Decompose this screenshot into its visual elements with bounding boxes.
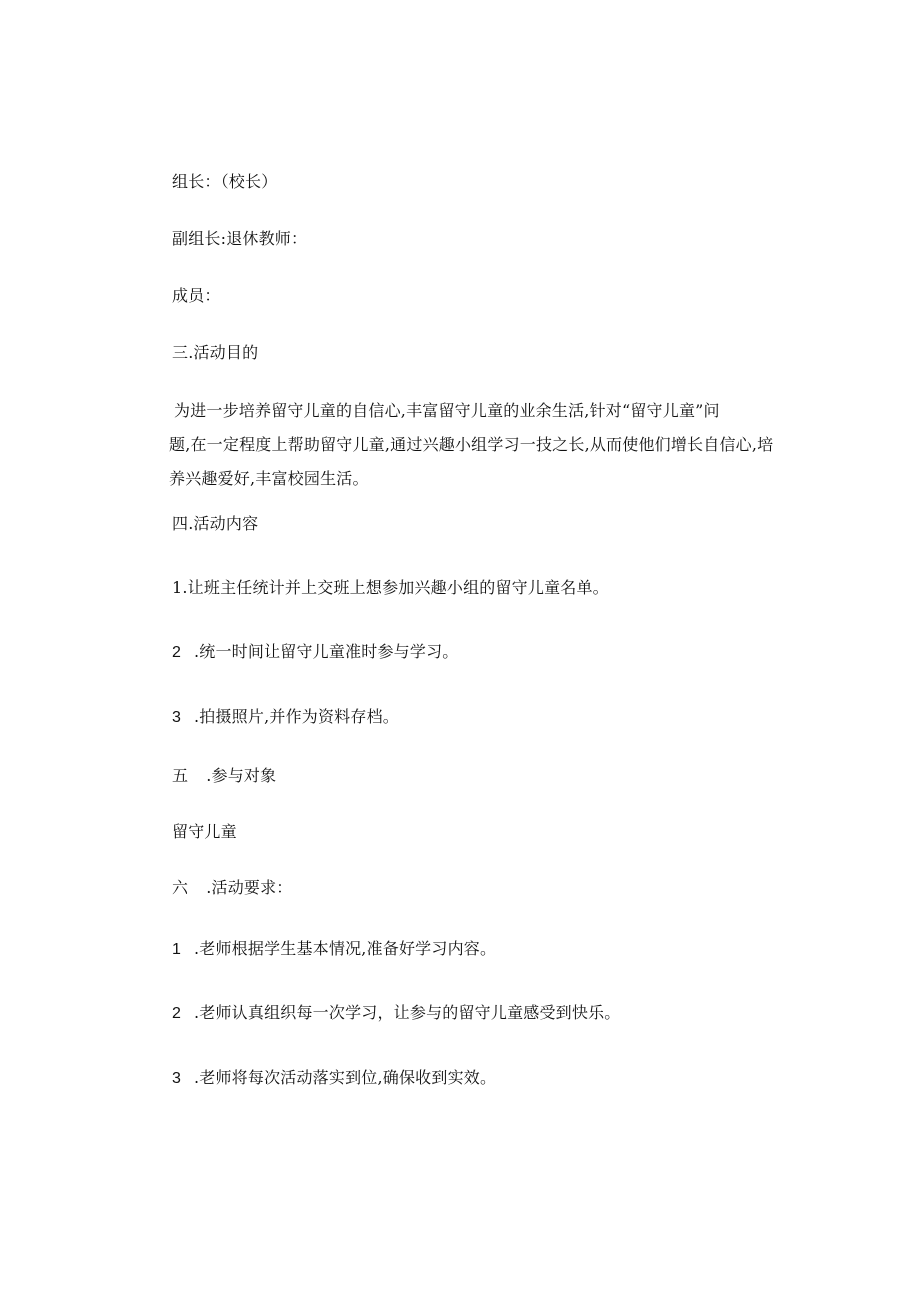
requirement-item-1: [172, 938, 496, 961]
leader-line: 组长：（校长）: [172, 172, 278, 191]
purpose-line-1: 为进一步培养留守儿童的自信心,丰富留守儿童的业余生活,针对“留守儿童”问: [174, 401, 720, 420]
section-5-heading: [172, 765, 276, 787]
requirement-item-2-text: .老师认真组织每一次学习，让参与的留守儿童感受到快乐。: [194, 1003, 621, 1022]
requirement-item-1-text: .老师根据学生基本情况,准备好学习内容。: [194, 939, 497, 958]
requirement-item-3: [172, 1067, 496, 1090]
purpose-paragraph: [169, 394, 792, 496]
content-item-3: [172, 706, 399, 729]
section-6-title: .活动要求：: [206, 878, 293, 897]
content-item-1: [172, 577, 609, 599]
participants-line: 留守儿童: [172, 822, 237, 841]
content-item-3-number: 3: [172, 709, 182, 726]
content-item-1-text: .让班主任统计并上交班上想参加兴趣小组的留守儿童名单。: [182, 578, 609, 597]
section-6-number: 六: [172, 878, 189, 897]
section-4-heading: 四.活动内容: [172, 514, 259, 533]
content-item-3-text: .拍摄照片,并作为资料存档。: [194, 707, 399, 726]
section-3-heading: 三.活动目的: [172, 343, 259, 362]
content-item-2-number: 2: [172, 644, 182, 661]
content-item-2-text: .统一时间让留守儿童准时参与学习。: [194, 642, 459, 661]
members-line: 成员：: [172, 286, 221, 305]
requirement-item-3-number: 3: [172, 1070, 182, 1087]
section-5-number: 五: [172, 766, 189, 785]
content-item-1-number: 1: [172, 578, 183, 597]
content-item-2: [172, 641, 459, 664]
section-5-title: .参与对象: [206, 766, 277, 785]
requirement-item-2-number: 2: [172, 1005, 182, 1022]
vice-leader-line: 副组长:退休教师：: [172, 229, 308, 248]
section-6-heading: [172, 877, 293, 899]
purpose-line-2: 题,在一定程度上帮助留守儿童,通过兴趣小组学习一技之长,从而使他们增长自信心,培: [169, 435, 774, 454]
requirement-item-1-number: 1: [172, 941, 182, 958]
purpose-line-3: 养兴趣爱好,丰富校园生活。: [169, 469, 369, 488]
requirement-item-3-text: .老师将每次活动落实到位,确保收到实效。: [194, 1068, 497, 1087]
requirement-item-2: [172, 1002, 621, 1025]
